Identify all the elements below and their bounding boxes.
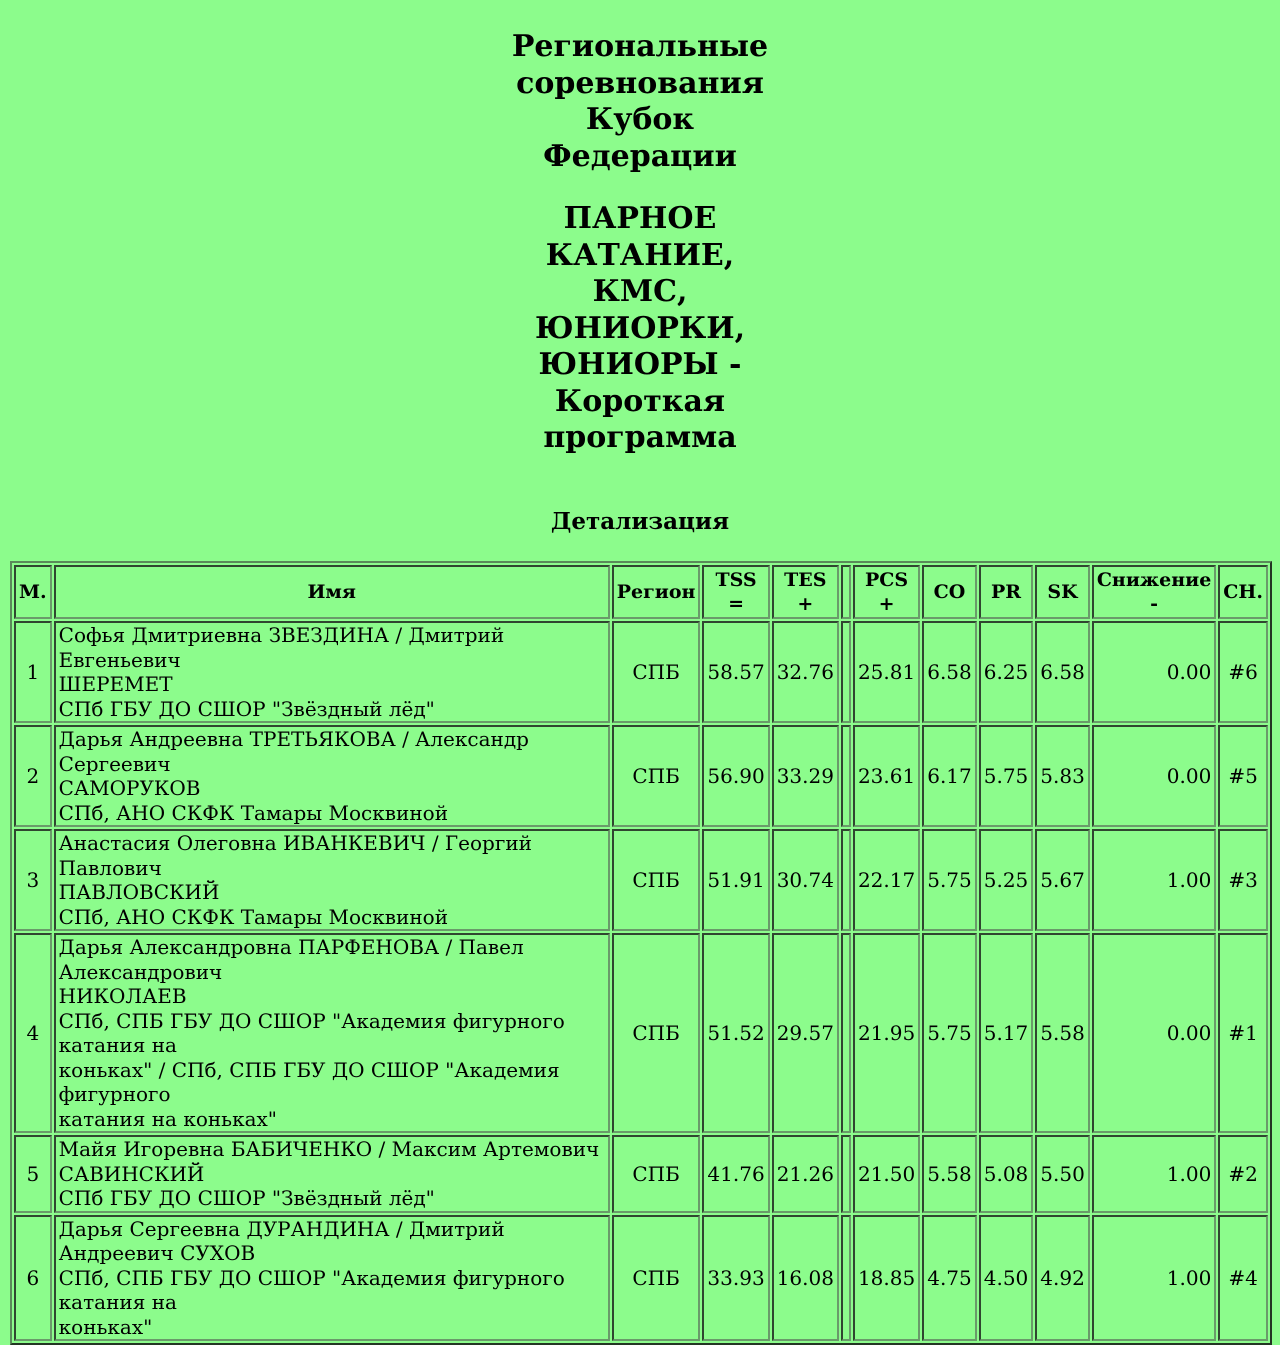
col-tes: TES + [772, 565, 839, 619]
name-line: СПб, СПБ ГБУ ДО СШОР "Академия фигурного катания на [58, 1265, 565, 1314]
co-cell: 5.75 [922, 933, 977, 1133]
name-line: коньках" / СПб, СПБ ГБУ ДО СШОР "Академия фигурного [58, 1057, 560, 1106]
region-cell: СПБ [612, 725, 701, 827]
name-line: катания на коньках" [58, 1106, 277, 1131]
deduction-cell: 0.00 [1092, 621, 1216, 723]
pcs-cell: 21.95 [853, 933, 920, 1133]
col-place: М. [14, 565, 52, 619]
table-row [14, 621, 1268, 723]
col-divider [841, 565, 851, 619]
pcs-cell: 22.17 [853, 829, 920, 931]
name-cell [54, 725, 610, 827]
name-cell [54, 621, 610, 723]
name-line: Дарья Андреевна ТРЕТЬЯКОВА / Александр Сергеевич [58, 727, 529, 776]
start-cell: #2 [1218, 1135, 1268, 1213]
name-cell [54, 1215, 610, 1342]
tss-cell: 58.57 [702, 621, 769, 723]
sk-cell: 5.83 [1035, 725, 1090, 827]
start-cell: #5 [1218, 725, 1268, 827]
tss-cell: 51.52 [702, 933, 769, 1133]
co-cell: 6.58 [922, 621, 977, 723]
pcs-cell: 18.85 [853, 1215, 920, 1342]
tes-cell: 16.08 [772, 1215, 839, 1342]
pr-cell: 5.17 [979, 933, 1034, 1133]
tss-cell: 56.90 [702, 725, 769, 827]
name-line: СПб, АНО СКФК Тамары Москвиной [58, 800, 449, 825]
pr-cell: 5.75 [979, 725, 1034, 827]
name-line: ПАВЛОВСКИЙ [58, 880, 220, 904]
sk-cell: 5.58 [1035, 933, 1090, 1133]
event-line: ЮНИОРЫ - [538, 347, 742, 382]
deduction-cell: 1.00 [1092, 829, 1216, 931]
tes-cell: 21.26 [772, 1135, 839, 1213]
col-co: CO [922, 565, 977, 619]
region-cell: СПБ [612, 1215, 701, 1342]
col-sk: SK [1035, 565, 1090, 619]
pr-cell: 5.25 [979, 829, 1034, 931]
name-line: СПб, АНО СКФК Тамары Москвиной [58, 904, 449, 929]
title-line: Региональные [511, 29, 769, 64]
table-row [14, 1215, 1268, 1342]
co-cell: 5.75 [922, 829, 977, 931]
name-line: Анастасия Олеговна ИВАНКЕВИЧ / Георгий Павлович [58, 831, 532, 880]
name-line: НИКОЛАЕВ [58, 984, 187, 1008]
name-line: Софья Дмитриевна ЗВЕЗДИНА / Дмитрий Евгеньевич [58, 623, 505, 672]
name-line: Майя Игоревна БАБИЧЕНКО / Максим Артемович [58, 1137, 600, 1161]
region-cell: СПБ [612, 1135, 701, 1213]
start-cell: #3 [1218, 829, 1268, 931]
place-cell: 1 [14, 621, 52, 723]
competition-title [0, 29, 1280, 175]
event-line: ПАРНОЕ [563, 201, 717, 236]
pcs-cell: 21.50 [853, 1135, 920, 1213]
region-cell: СПБ [612, 829, 701, 931]
event-line: КМС, [592, 274, 688, 309]
tss-cell: 33.93 [702, 1215, 769, 1342]
pr-cell: 6.25 [979, 621, 1034, 723]
deduction-cell: 0.00 [1092, 933, 1216, 1133]
col-deduction: Снижение - [1092, 565, 1216, 619]
event-line: КАТАНИЕ, [545, 237, 735, 273]
region-cell: СПБ [612, 933, 701, 1133]
table-row [14, 933, 1268, 1133]
name-line: Дарья Александровна ПАРФЕНОВА / Павел Александрович [58, 935, 524, 984]
place-cell: 6 [14, 1215, 52, 1342]
co-cell: 6.17 [922, 725, 977, 827]
title-line: Федерации [543, 138, 737, 174]
event-line: программа [543, 420, 737, 455]
results-table [10, 561, 1272, 1345]
sk-cell: 4.92 [1035, 1215, 1090, 1342]
name-line: САВИНСКИЙ [58, 1161, 205, 1186]
region-cell: СПБ [612, 621, 701, 723]
place-cell: 2 [14, 725, 52, 827]
start-cell: #1 [1218, 933, 1268, 1133]
divider-cell [841, 829, 851, 931]
col-tss: TSS = [702, 565, 769, 619]
divider-cell [841, 725, 851, 827]
deduction-cell: 1.00 [1092, 1135, 1216, 1213]
name-line: ШЕРЕМЕТ [58, 672, 173, 696]
table-row [14, 1135, 1268, 1213]
col-start: СН. [1218, 565, 1268, 619]
name-line: СПб ГБУ ДО СШОР "Звёздный лёд" [58, 696, 435, 721]
table-header-row [14, 565, 1268, 619]
name-cell [54, 1135, 610, 1213]
tes-cell: 32.76 [772, 621, 839, 723]
col-pr: PR [979, 565, 1034, 619]
divider-cell [841, 1135, 851, 1213]
place-cell: 3 [14, 829, 52, 931]
col-name: Имя [54, 565, 610, 619]
place-cell: 5 [14, 1135, 52, 1213]
event-title [0, 201, 1280, 457]
place-cell: 4 [14, 933, 52, 1133]
tes-cell: 30.74 [772, 829, 839, 931]
detail-subtitle: Детализация [550, 508, 730, 535]
sk-cell: 5.50 [1035, 1135, 1090, 1213]
divider-cell [841, 621, 851, 723]
pr-cell: 4.50 [979, 1215, 1034, 1342]
table-row [14, 829, 1268, 931]
name-line: СПб, СПБ ГБУ ДО СШОР "Академия фигурного катания на [58, 1008, 565, 1057]
deduction-cell: 0.00 [1092, 725, 1216, 827]
name-line: СПб ГБУ ДО СШОР "Звёздный лёд" [58, 1186, 435, 1210]
event-line: ЮНИОРКИ, [534, 310, 746, 346]
pr-cell: 5.08 [979, 1135, 1034, 1213]
table-row [14, 725, 1268, 827]
col-pcs: PCS + [853, 565, 920, 619]
name-line: Дарья Сергеевна ДУРАНДИНА / Дмитрий Андреевич СУХОВ [58, 1216, 505, 1265]
divider-cell [841, 933, 851, 1133]
event-line: Короткая [554, 383, 726, 419]
title-line: Кубок [585, 102, 695, 137]
tss-cell: 51.91 [702, 829, 769, 931]
co-cell: 4.75 [922, 1215, 977, 1342]
deduction-cell: 1.00 [1092, 1215, 1216, 1342]
name-cell [54, 829, 610, 931]
sk-cell: 5.67 [1035, 829, 1090, 931]
tes-cell: 29.57 [772, 933, 839, 1133]
name-line: САМОРУКОВ [58, 776, 201, 800]
col-region: Регион [612, 565, 701, 619]
name-line: коньках" [58, 1314, 153, 1339]
title-line: соревнования [516, 65, 764, 101]
sk-cell: 6.58 [1035, 621, 1090, 723]
tss-cell: 41.76 [702, 1135, 769, 1213]
pcs-cell: 23.61 [853, 725, 920, 827]
start-cell: #4 [1218, 1215, 1268, 1342]
co-cell: 5.58 [922, 1135, 977, 1213]
name-cell [54, 933, 610, 1133]
start-cell: #6 [1218, 621, 1268, 723]
pcs-cell: 25.81 [853, 621, 920, 723]
divider-cell [841, 1215, 851, 1342]
tes-cell: 33.29 [772, 725, 839, 827]
